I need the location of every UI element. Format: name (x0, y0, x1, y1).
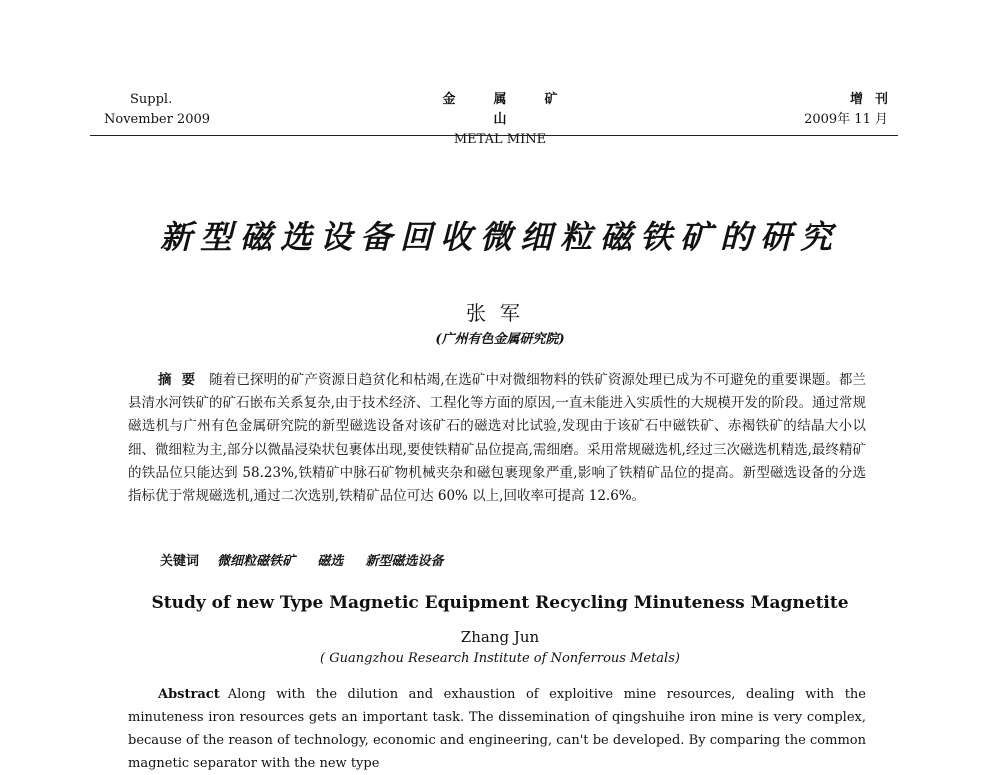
journal-name-cn: 金属矿山 (442, 92, 596, 127)
author-en: Zhang Jun (460, 628, 540, 646)
keywords-cn (160, 550, 461, 569)
keywords-label-cn: 关键词 (160, 554, 200, 569)
header-right (804, 90, 900, 130)
supplement-label-cn: 增刊 (849, 92, 900, 107)
keyword: 微细粒磁铁矿 (217, 554, 296, 569)
abstract-text-cn: 随着已探明的矿产资源日趋贫化和枯竭,在选矿中对微细物料的铁矿资源处理已成为不可避免的重要课题。都兰县清水河铁矿的矿石嵌布关系复杂,由于技术经济、工程化等方面的原因,一直未能进入实质性的大规模开发的阶段。通过常规磁选机与广州有色金属研究院的新型磁选设备对该矿石的磁选对比试验,发现由于该矿石中磁铁矿、赤褐铁矿的结晶大小以细、微细粒为主,部分以微晶浸染状包裹体出现,要使铁精矿品位提高,需细磨。采用常规磁选机,经过三次磁选机精选,最终精矿的铁品位只能达到 58.23%,铁精矿中脉石矿物机械夹杂和磁包裹现象严重,影响了铁精矿品位的提高。新型磁选设备的分选指标优于常规磁选机,通过二次选别,铁精矿品位可达 60% 以上,回收率可提高 12.6%。 (128, 372, 867, 505)
abstract-cn (128, 369, 866, 508)
abstract-label-en: Abstract (158, 687, 220, 702)
keyword: 磁选 (317, 554, 344, 569)
journal-name-en: METAL MINE (453, 132, 547, 147)
paper-title-en: Study of new Type Magnetic Equipment Recycling Minuteness Magnetite (151, 593, 849, 613)
header-rule (90, 135, 898, 136)
keyword: 新型磁选设备 (365, 554, 444, 569)
abstract-label-cn: 摘要 (158, 372, 206, 388)
affiliation-cn: (广州有色金属研究院) (435, 332, 565, 347)
affiliation-en: ( Guangzhou Research Institute of Nonferrous Metals) (320, 651, 680, 666)
issue-date-cn: 2009年 11 月 (804, 112, 888, 127)
author-cn: 张军 (466, 301, 534, 325)
header-center (380, 90, 620, 150)
abstract-en (128, 683, 866, 775)
header-left (104, 90, 210, 130)
paper-title-cn: 新型磁选设备回收微细粒磁铁矿的研究 (159, 218, 840, 256)
issue-date-en: November 2009 (104, 112, 211, 127)
abstract-text-en: Along with the dilution and exhaustion of exploitive mine resources, dealing with the minuteness iron resources gets an important task. The dissemination of qingshuihe iron mine is very complex, because of the reason of technology, economic and engineering, can't be developed. By comparing the common magnetic separator with the new type (128, 687, 866, 771)
supplement-label: Suppl. (130, 92, 173, 107)
